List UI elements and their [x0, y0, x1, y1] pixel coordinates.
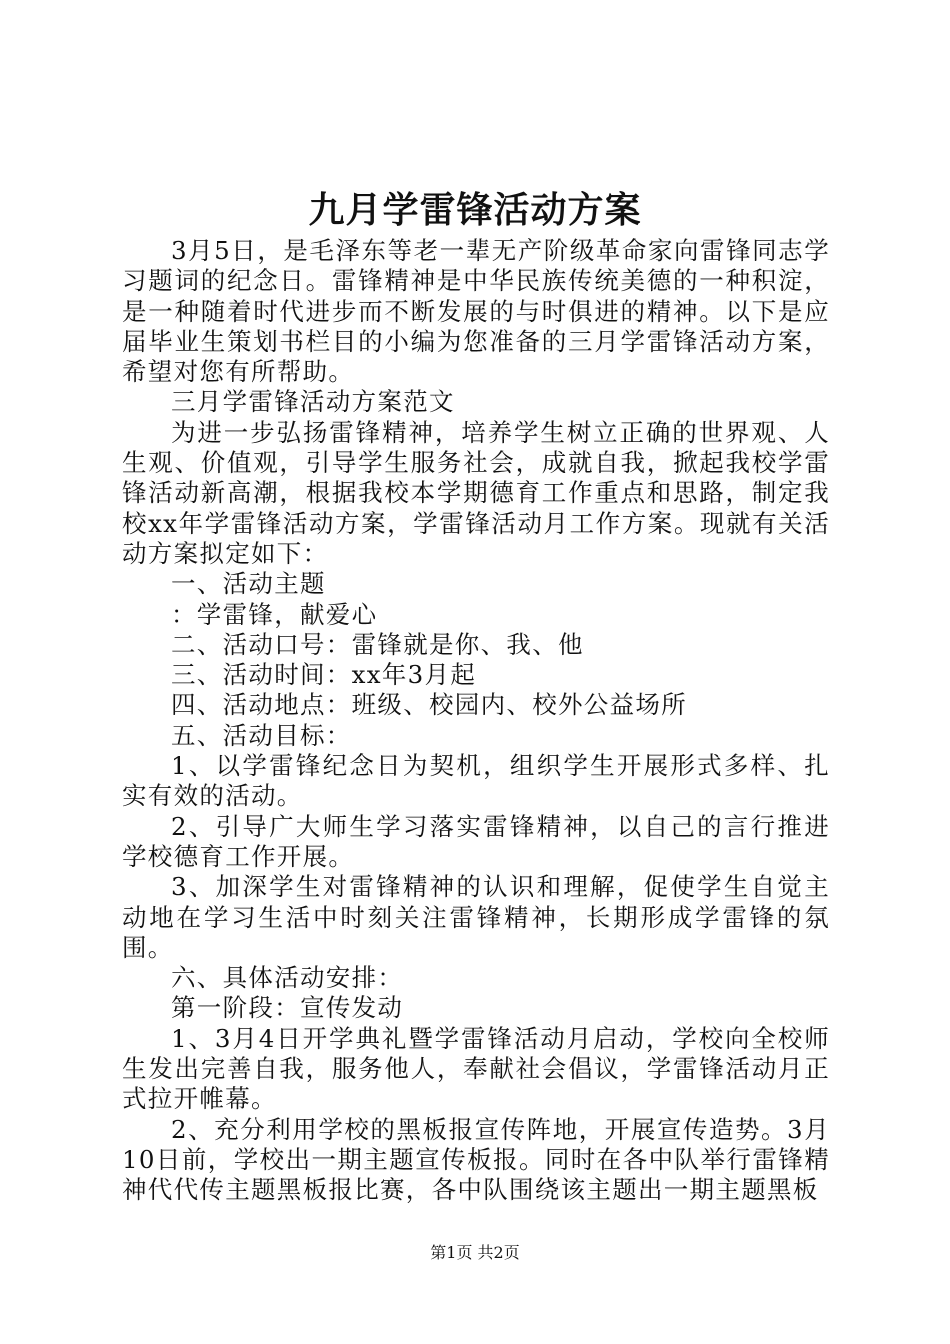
- section-heading-slogan: 二、活动口号：雷锋就是你、我、他: [171, 629, 584, 659]
- paragraph-subheading: 三月学雷锋活动方案范文: [171, 387, 455, 417]
- document-body: [122, 236, 830, 1206]
- stage-heading-1: 第一阶段：宣传发动: [171, 993, 404, 1023]
- paragraph-theme: ：学雷锋，献爱心: [171, 599, 378, 629]
- goal-item-3: 3、加深学生对雷锋精神的认识和理解，促使学生自觉主动地在学习生活中时刻关注雷锋精神，长期形成学雷锋的氛围。: [122, 872, 830, 962]
- section-heading-time: 三、活动时间：xx年3月起: [171, 660, 477, 690]
- stage-item-1: 1、3月4日开学典礼暨学雷锋活动月启动，学校向全校师生发出完善自我，服务他人，奉献社会倡议，学雷锋活动月正式拉开帷幕。: [122, 1023, 830, 1114]
- goal-item-1: 1、以学雷锋纪念日为契机，组织学生开展形式多样、扎实有效的活动。: [122, 751, 830, 811]
- section-heading-goals: 五、活动目标：: [171, 720, 352, 750]
- goal-item-2: 2、引导广大师生学习落实雷锋精神，以自己的言行推进学校德育工作开展。: [122, 811, 830, 871]
- section-heading-location: 四、活动地点：班级、校园内、校外公益场所: [171, 690, 687, 720]
- section-heading-arrangement: 六、具体活动安排：: [171, 963, 404, 993]
- paragraph-purpose: 为进一步弘扬雷锋精神，培养学生树立正确的世界观、人生观、价值观，引导学生服务社会，成就自我，掀起我校学雷锋活动新高潮，根据我校本学期德育工作重点和思路，制定我校xx年学雷锋活动方案，学雷锋活动月工作方案。现就有关活动方案拟定如下：: [122, 417, 830, 568]
- section-heading-theme: 一、活动主题: [171, 569, 326, 599]
- stage-item-2: 2、充分利用学校的黑板报宣传阵地，开展宣传造势。3月10日前，学校出一期主题宣传板报。同时在各中队举行雷锋精神代代传主题黑板报比赛，各中队围绕该主题出一期主题黑板: [122, 1114, 830, 1205]
- paragraph-intro: 3月5日，是毛泽东等老一辈无产阶级革命家向雷锋同志学习题词的纪念日。雷锋精神是中华民族传统美德的一种积淀，是一种随着时代进步而不断发展的与时俱进的精神。以下是应届毕业生策划书栏目的小编为您准备的三月学雷锋活动方案，希望对您有所帮助。: [122, 236, 830, 387]
- page-footer: 第1页 共2页: [430, 1243, 520, 1262]
- document-title: 九月学雷锋活动方案: [308, 189, 642, 231]
